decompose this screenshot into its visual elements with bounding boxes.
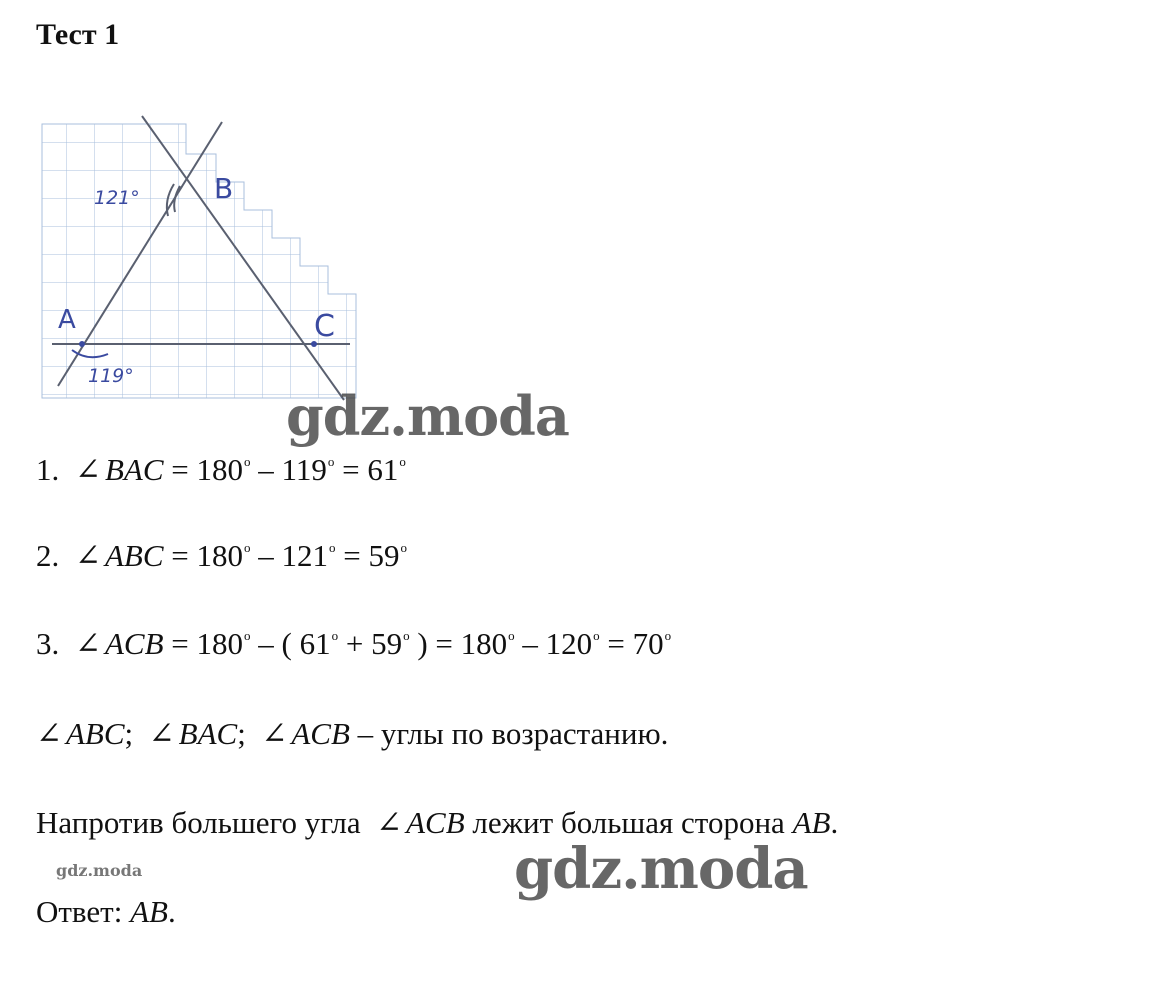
step-3: 3. ∠ ACB = $180^o$ – ( $61^o + 59^o$ ) = $180^o - 120^o = 70^o$ [36, 626, 672, 661]
triangle-figure [38, 114, 368, 404]
point-label-a: A [58, 305, 76, 335]
answer: Ответ: AB. [36, 894, 176, 929]
point-label-b: B [214, 172, 234, 205]
watermark-2: gdz.moda [514, 836, 808, 902]
point-dot-a [79, 341, 85, 347]
angle-b-label: 121° [94, 187, 140, 209]
angles-order: ∠ ABC; ∠ BAC; ∠ ACB – углы по возрастанию. [36, 716, 669, 751]
page-title: Тест 1 [36, 18, 120, 51]
angle-a-label: 119° [88, 365, 134, 387]
step-1: 1. ∠ BAC = $180^o - 119^o = 61^o$ [36, 452, 406, 487]
watermark-small: gdz.moda [56, 861, 143, 880]
watermark: gdz.moda [286, 384, 569, 448]
largest-side-statement: Напротив большего угла ∠ ACB лежит большая сторона AB. [36, 805, 839, 840]
step-2: 2. ∠ ABC = $180^o - 121^o = 59^o$ [36, 538, 408, 573]
point-label-c: C [314, 309, 335, 344]
